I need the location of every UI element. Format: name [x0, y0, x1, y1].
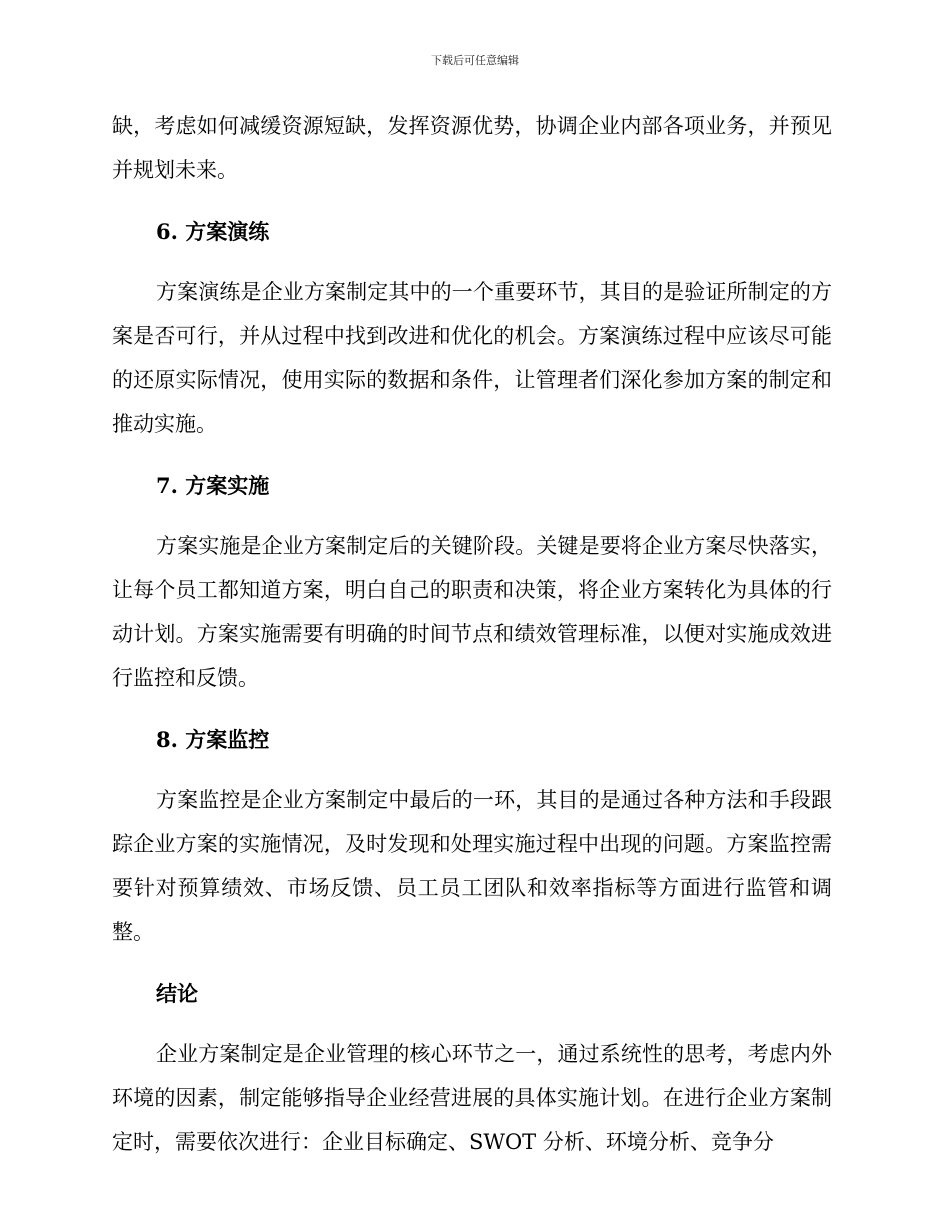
section-heading-8: 8. 方案监控: [156, 727, 270, 752]
section-heading-6: 6. 方案演练: [156, 219, 270, 244]
paragraph-continued: 缺，考虑如何减缓资源短缺，发挥资源优势，协调企业内部各项业务，并预见并规划未来。: [112, 114, 832, 182]
conclusion-heading: 结论: [156, 981, 198, 1006]
paragraph-section-7: 方案实施是企业方案制定后的关键阶段。关键是要将企业方案尽快落实，让每个员工都知道方案，明白自己的职责和决策，将企业方案转化为具体的行动计划。方案实施需要有明确的时间节点和绩效管理标准，以便对实施成效进行监控和反馈。: [112, 534, 832, 690]
document-body: [112, 104, 832, 1182]
paragraph-section-8: 方案监控是企业方案制定中最后的一环，其目的是通过各种方法和手段跟踪企业方案的实施情况，及时发现和处理实施过程中出现的问题。方案监控需要针对预算绩效、市场反馈、员工员工团队和效率指标等方面进行监管和调整。: [112, 788, 832, 944]
page-header: 下载后可任意编辑: [431, 54, 519, 67]
paragraph-section-6: 方案演练是企业方案制定其中的一个重要环节，其目的是验证所制定的方案是否可行，并从过程中找到改进和优化的机会。方案演练过程中应该尽可能的还原实际情况，使用实际的数据和条件，让管理者们深化参加方案的制定和推动实施。: [112, 280, 832, 436]
paragraph-conclusion: 企业方案制定是企业管理的核心环节之一，通过系统性的思考，考虑内外环境的因素，制定能够指导企业经营进展的具体实施计划。在进行企业方案制定时，需要依次进行：企业目标确定、SWOT 分析、环境分析、竞争分: [112, 1042, 832, 1154]
section-heading-7: 7. 方案实施: [156, 473, 270, 498]
